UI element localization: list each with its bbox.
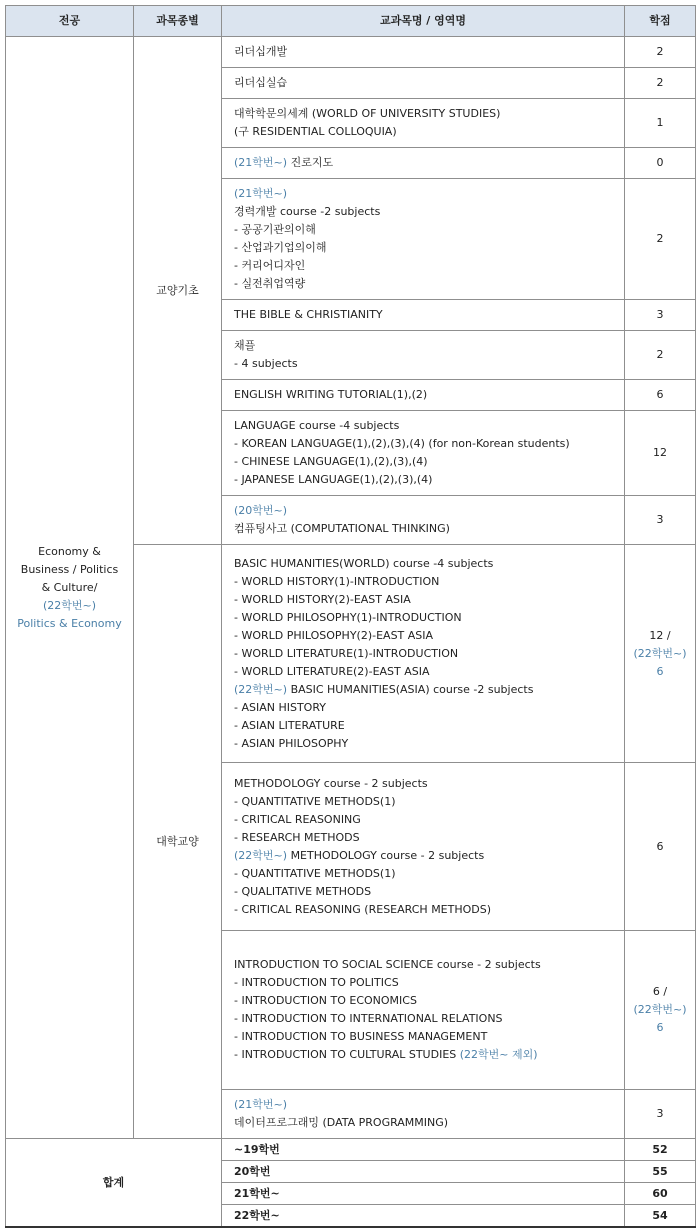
total-cohort-label: 20학번 <box>234 1164 271 1178</box>
subject-line <box>234 663 624 681</box>
subject-line <box>234 1010 624 1028</box>
subject-line <box>234 502 624 520</box>
subject-line <box>234 901 624 919</box>
subject-text: - QUANTITATIVE METHODS(1) <box>234 794 396 808</box>
header-subject: 교과목명 / 영역명 <box>222 6 625 37</box>
subject-cell <box>222 179 625 300</box>
subject-text: 진로지도 <box>290 156 334 169</box>
subject-text: - WORLD HISTORY(2)-EAST ASIA <box>234 592 411 606</box>
subject-text: - 커리어디자인 <box>234 259 306 272</box>
total-credits-value: 55 <box>652 1164 668 1178</box>
total-cohort <box>222 1161 625 1183</box>
subject-line <box>234 221 624 239</box>
subject-line <box>234 992 624 1010</box>
category-univ <box>134 545 222 1139</box>
subject-text: - RESEARCH METHODS <box>234 830 360 844</box>
credits-cell <box>625 545 696 763</box>
credits-cell <box>625 380 696 411</box>
subject-text: - WORLD HISTORY(1)-INTRODUCTION <box>234 574 440 588</box>
cohort-note: (22학번~) <box>234 682 288 696</box>
subject-text: - WORLD LITERATURE(2)-EAST ASIA <box>234 664 430 678</box>
subject-text: BASIC HUMANITIES(WORLD) course -4 subjects <box>234 556 494 570</box>
subject-line <box>234 1096 624 1114</box>
credits-value: 2 <box>656 45 664 58</box>
subject-text: LANGUAGE course -4 subjects <box>234 419 400 432</box>
total-cohort-label: 21학번~ <box>234 1186 280 1200</box>
credits-value: 12 <box>653 446 667 459</box>
subject-text: - INTRODUCTION TO ECONOMICS <box>234 994 417 1007</box>
curriculum-table <box>5 5 696 1228</box>
subject-line <box>234 865 624 883</box>
subject-line <box>234 1114 624 1132</box>
total-cohort <box>222 1205 625 1228</box>
category-basic <box>134 37 222 545</box>
subject-cell <box>222 1090 625 1139</box>
subject-line <box>234 74 624 92</box>
credits-cell <box>625 1090 696 1139</box>
credits-cell <box>625 763 696 931</box>
subject-line <box>234 609 624 627</box>
major-line5: Politics & Economy <box>17 616 122 630</box>
subject-line <box>234 717 624 735</box>
credits-value: 2 <box>656 348 664 361</box>
subject-text: - WORLD LITERATURE(1)-INTRODUCTION <box>234 646 459 660</box>
subject-line <box>234 775 624 793</box>
subject-text: - ASIAN HISTORY <box>234 700 327 714</box>
credits-value: 6 <box>656 388 664 401</box>
total-cohort <box>222 1183 625 1205</box>
subject-line <box>234 627 624 645</box>
subject-cell <box>222 68 625 99</box>
subject-text: - CRITICAL REASONING (RESEARCH METHODS) <box>234 902 492 916</box>
credits-value: (22학번~) <box>633 646 687 660</box>
total-label: 합계 <box>102 1175 125 1189</box>
subject-line <box>234 417 624 435</box>
credits-value: 0 <box>656 156 664 169</box>
subject-line <box>234 974 624 992</box>
major-line1: Economy & <box>38 544 101 558</box>
subject-text: - 공공기관의이해 <box>234 223 316 236</box>
subject-line <box>234 435 624 453</box>
cohort-note: (21학번~) <box>234 1098 288 1111</box>
major-line2: Business / Politics <box>20 562 119 576</box>
subject-text: ENGLISH WRITING TUTORIAL(1),(2) <box>234 388 428 401</box>
total-credits <box>625 1205 696 1228</box>
credits-value: 6 / <box>652 985 668 998</box>
subject-line <box>234 829 624 847</box>
credits-cell <box>625 99 696 148</box>
credits-value: 3 <box>656 308 664 321</box>
credits-cell <box>625 179 696 300</box>
subject-text: 리더십실습 <box>234 76 288 89</box>
subject-line <box>234 591 624 609</box>
subject-text: 경력개발 course -2 subjects <box>234 205 381 218</box>
subject-text: - ASIAN PHILOSOPHY <box>234 736 349 750</box>
total-row <box>6 1139 696 1161</box>
credits-cell <box>625 148 696 179</box>
header-type: 과목종별 <box>134 6 222 37</box>
major-line3: & Culture/ <box>41 580 98 594</box>
subject-line <box>234 355 624 373</box>
credits-value: 12 / <box>649 628 671 642</box>
subject-text: (구 RESIDENTIAL COLLOQUIA) <box>234 125 397 138</box>
subject-line <box>234 847 624 865</box>
subject-line <box>234 123 624 141</box>
subject-line <box>234 257 624 275</box>
total-credits <box>625 1139 696 1161</box>
subject-cell <box>222 545 625 763</box>
subject-cell <box>222 763 625 931</box>
total-cohort-label: 22학번~ <box>234 1208 280 1222</box>
subject-line <box>234 681 624 699</box>
cohort-note: (21학번~) <box>234 187 288 200</box>
subject-text: - QUALITATIVE METHODS <box>234 884 372 898</box>
credits-value: 2 <box>656 76 664 89</box>
subject-text: - QUANTITATIVE METHODS(1) <box>234 866 396 880</box>
subject-cell <box>222 496 625 545</box>
credits-cell <box>625 37 696 68</box>
total-label-cell <box>6 1139 222 1228</box>
subject-cell <box>222 331 625 380</box>
subject-line <box>234 1028 624 1046</box>
total-cohort-label: ~19학번 <box>234 1142 280 1156</box>
subject-line <box>234 793 624 811</box>
subject-line <box>234 811 624 829</box>
subject-cell <box>222 148 625 179</box>
subject-cell <box>222 300 625 331</box>
subject-text: - INTRODUCTION TO POLITICS <box>234 976 399 989</box>
subject-line <box>234 185 624 203</box>
subject-text: 리더십개발 <box>234 45 288 58</box>
subject-text: - CRITICAL REASONING <box>234 812 361 826</box>
subject-line <box>234 43 624 61</box>
subject-text: - INTRODUCTION TO INTERNATIONAL RELATIONS <box>234 1012 503 1025</box>
subject-line <box>234 386 624 404</box>
subject-text: - ASIAN LITERATURE <box>234 718 345 732</box>
category-univ-label: 대학교양 <box>156 834 199 848</box>
cohort-note: (22학번~) <box>234 848 288 862</box>
credits-cell <box>625 331 696 380</box>
subject-text: 채플 <box>234 339 256 352</box>
subject-line <box>234 883 624 901</box>
subject-line <box>234 520 624 538</box>
credits-value: 6 <box>656 664 664 678</box>
subject-text: - CHINESE LANGUAGE(1),(2),(3),(4) <box>234 455 428 468</box>
credits-value: 6 <box>656 839 664 853</box>
category-basic-label: 교양기초 <box>156 283 199 297</box>
cohort-note: (20학번~) <box>234 504 288 517</box>
credits-value: (22학번~) <box>633 1003 687 1016</box>
table-row <box>6 37 696 68</box>
subject-line <box>234 275 624 293</box>
subject-text: - 실전취업역량 <box>234 277 306 290</box>
subject-line <box>234 471 624 489</box>
credits-cell <box>625 411 696 496</box>
subject-text: METHODOLOGY course - 2 subjects <box>234 776 428 790</box>
credits-cell <box>625 931 696 1090</box>
credits-value: 3 <box>656 513 664 526</box>
total-credits-value: 54 <box>652 1208 668 1222</box>
header-major: 전공 <box>6 6 134 37</box>
subject-line <box>234 306 624 324</box>
header-row <box>6 6 696 37</box>
total-credits <box>625 1161 696 1183</box>
subject-line <box>234 203 624 221</box>
subject-line <box>234 453 624 471</box>
subject-text: THE BIBLE & CHRISTIANITY <box>234 308 383 321</box>
credits-cell <box>625 68 696 99</box>
subject-cell <box>222 931 625 1090</box>
credits-value: 2 <box>656 232 664 245</box>
subject-line <box>234 555 624 573</box>
subject-cell <box>222 37 625 68</box>
credits-value: 1 <box>656 116 664 129</box>
subject-text: - 4 subjects <box>234 357 298 370</box>
header-credits: 학점 <box>625 6 696 37</box>
subject-cell <box>222 411 625 496</box>
total-credits <box>625 1183 696 1205</box>
subject-text: 컴퓨팅사고 (COMPUTATIONAL THINKING) <box>234 522 450 535</box>
subject-text: 대학학문의세계 (WORLD OF UNIVERSITY STUDIES) <box>234 107 501 120</box>
major-cell <box>6 37 134 1139</box>
subject-cell <box>222 380 625 411</box>
subject-text: - INTRODUCTION TO BUSINESS MANAGEMENT <box>234 1030 488 1043</box>
credits-cell <box>625 300 696 331</box>
subject-line <box>234 105 624 123</box>
credits-cell <box>625 496 696 545</box>
subject-text: - INTRODUCTION TO CULTURAL STUDIES <box>234 1048 457 1061</box>
subject-line <box>234 337 624 355</box>
table-body <box>6 37 696 1228</box>
subject-text: INTRODUCTION TO SOCIAL SCIENCE course - 2 subjects <box>234 958 541 971</box>
credits-value: 3 <box>656 1107 664 1120</box>
total-credits-value: 52 <box>652 1142 668 1156</box>
subject-line <box>234 735 624 753</box>
subject-text: - JAPANESE LANGUAGE(1),(2),(3),(4) <box>234 473 433 486</box>
credits-value: 6 <box>656 1021 664 1034</box>
major-line4: (22학번~) <box>42 598 97 612</box>
subject-text: - KOREAN LANGUAGE(1),(2),(3),(4) (for non-Korean students) <box>234 437 570 450</box>
subject-line <box>234 956 624 974</box>
cohort-note: (21학번~) <box>234 156 288 169</box>
cohort-note: (22학번~ 제외) <box>459 1048 538 1061</box>
subject-text: BASIC HUMANITIES(ASIA) course -2 subjects <box>290 682 534 696</box>
subject-line <box>234 645 624 663</box>
subject-text: - WORLD PHILOSOPHY(2)-EAST ASIA <box>234 628 434 642</box>
total-cohort <box>222 1139 625 1161</box>
subject-line <box>234 699 624 717</box>
subject-text: - WORLD PHILOSOPHY(1)-INTRODUCTION <box>234 610 462 624</box>
subject-text: - 산업과기업의이해 <box>234 241 327 254</box>
subject-cell <box>222 99 625 148</box>
subject-line <box>234 154 624 172</box>
subject-text: METHODOLOGY course - 2 subjects <box>290 848 485 862</box>
total-credits-value: 60 <box>652 1186 668 1200</box>
subject-line <box>234 239 624 257</box>
subject-text: 데이터프로그래밍 (DATA PROGRAMMING) <box>234 1116 449 1129</box>
subject-line <box>234 573 624 591</box>
subject-line <box>234 1046 624 1064</box>
